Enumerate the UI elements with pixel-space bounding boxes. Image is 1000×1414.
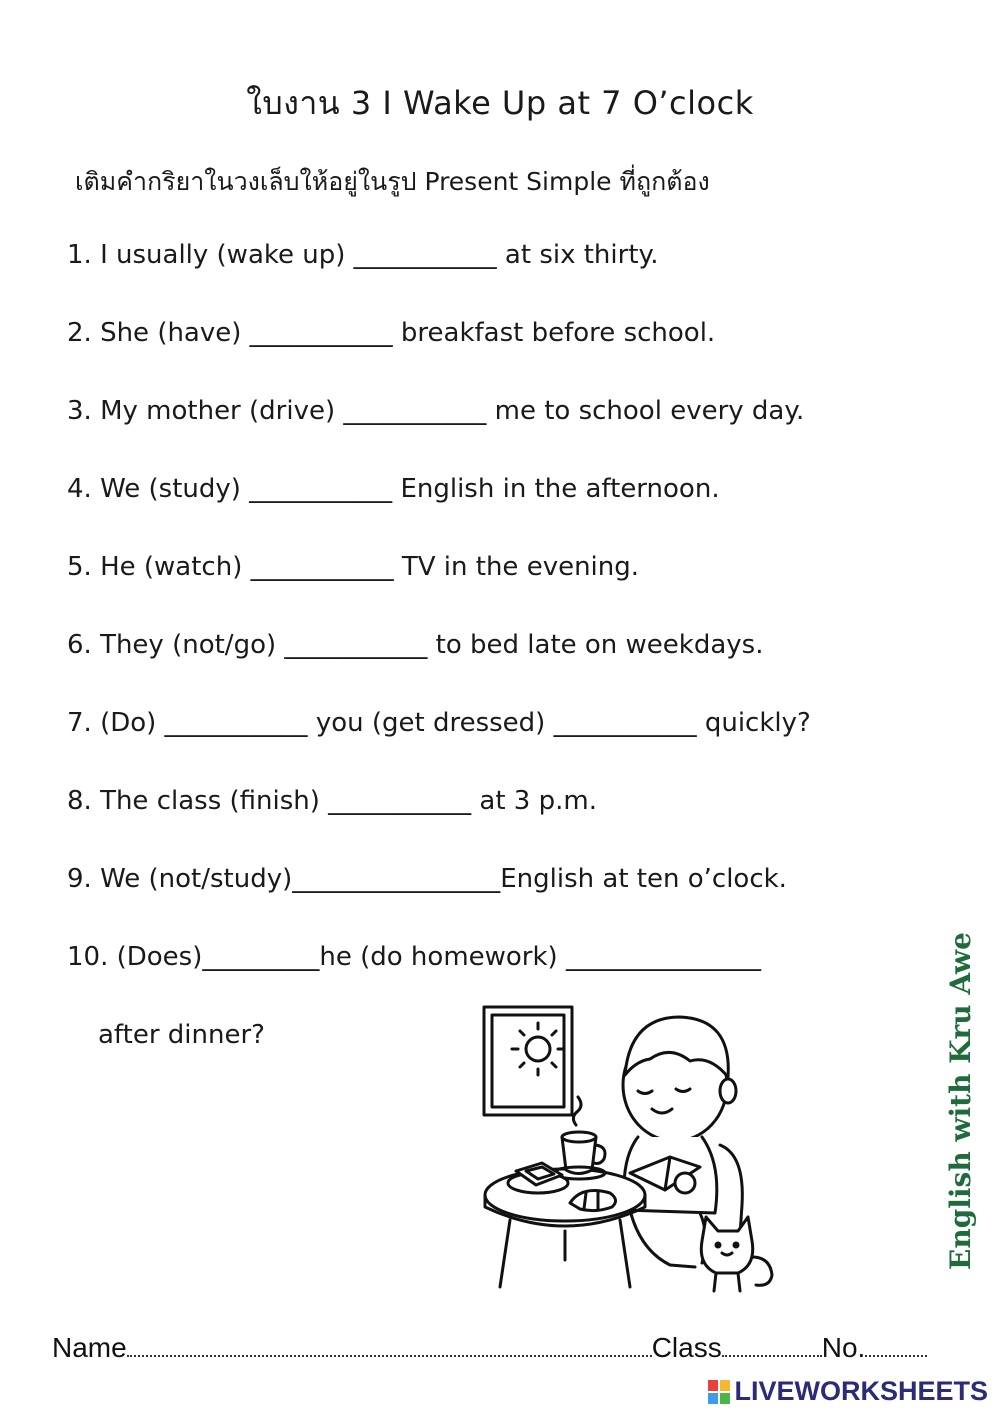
liveworksheets-wordmark: LIVEWORKSHEETS	[734, 1376, 988, 1406]
question-5: 5. He (watch) ___________ TV in the evening.	[67, 552, 640, 582]
name-label: Name	[52, 1332, 127, 1363]
question-9: 9. We (not/study)________________English at ten o’clock.	[67, 864, 787, 894]
question-8: 8. The class (finish) ___________ at 3 p.m.	[67, 786, 597, 816]
page-title: ใบงาน 3 I Wake Up at 7 O’clock	[246, 84, 754, 122]
side-credit: English with Kru Awe	[944, 932, 977, 1270]
breakfast-illustration	[470, 995, 790, 1295]
question-1: 1. I usually (wake up) ___________ at six thirty.	[67, 240, 659, 270]
question-4: 4. We (study) ___________ English in the afternoon.	[67, 474, 720, 504]
no-dotted-line[interactable]	[865, 1351, 927, 1357]
question-7: 7. (Do) ___________ you (get dressed) ___________ quickly?	[67, 708, 811, 738]
no-label: No.	[821, 1332, 866, 1363]
question-3: 3. My mother (drive) ___________ me to school every day.	[67, 396, 805, 426]
class-label: Class	[651, 1332, 722, 1363]
instruction: เติมคำกริยาในวงเล็บให้อยู่ในรูป Present Simple ที่ถูกต้อง	[75, 167, 710, 196]
student-info-fields	[52, 1332, 927, 1364]
name-dotted-line[interactable]	[127, 1351, 652, 1357]
question-10: 10. (Does)_________he (do homework) _______________	[67, 942, 761, 972]
liveworksheets-logo-icon	[708, 1380, 730, 1404]
class-dotted-line[interactable]	[722, 1351, 822, 1357]
question-6: 6. They (not/go) ___________ to bed late on weekdays.	[67, 630, 764, 660]
question-2: 2. She (have) ___________ breakfast before school.	[67, 318, 716, 348]
question-10-continuation: after dinner?	[98, 1020, 265, 1050]
liveworksheets-logo	[708, 1376, 988, 1407]
